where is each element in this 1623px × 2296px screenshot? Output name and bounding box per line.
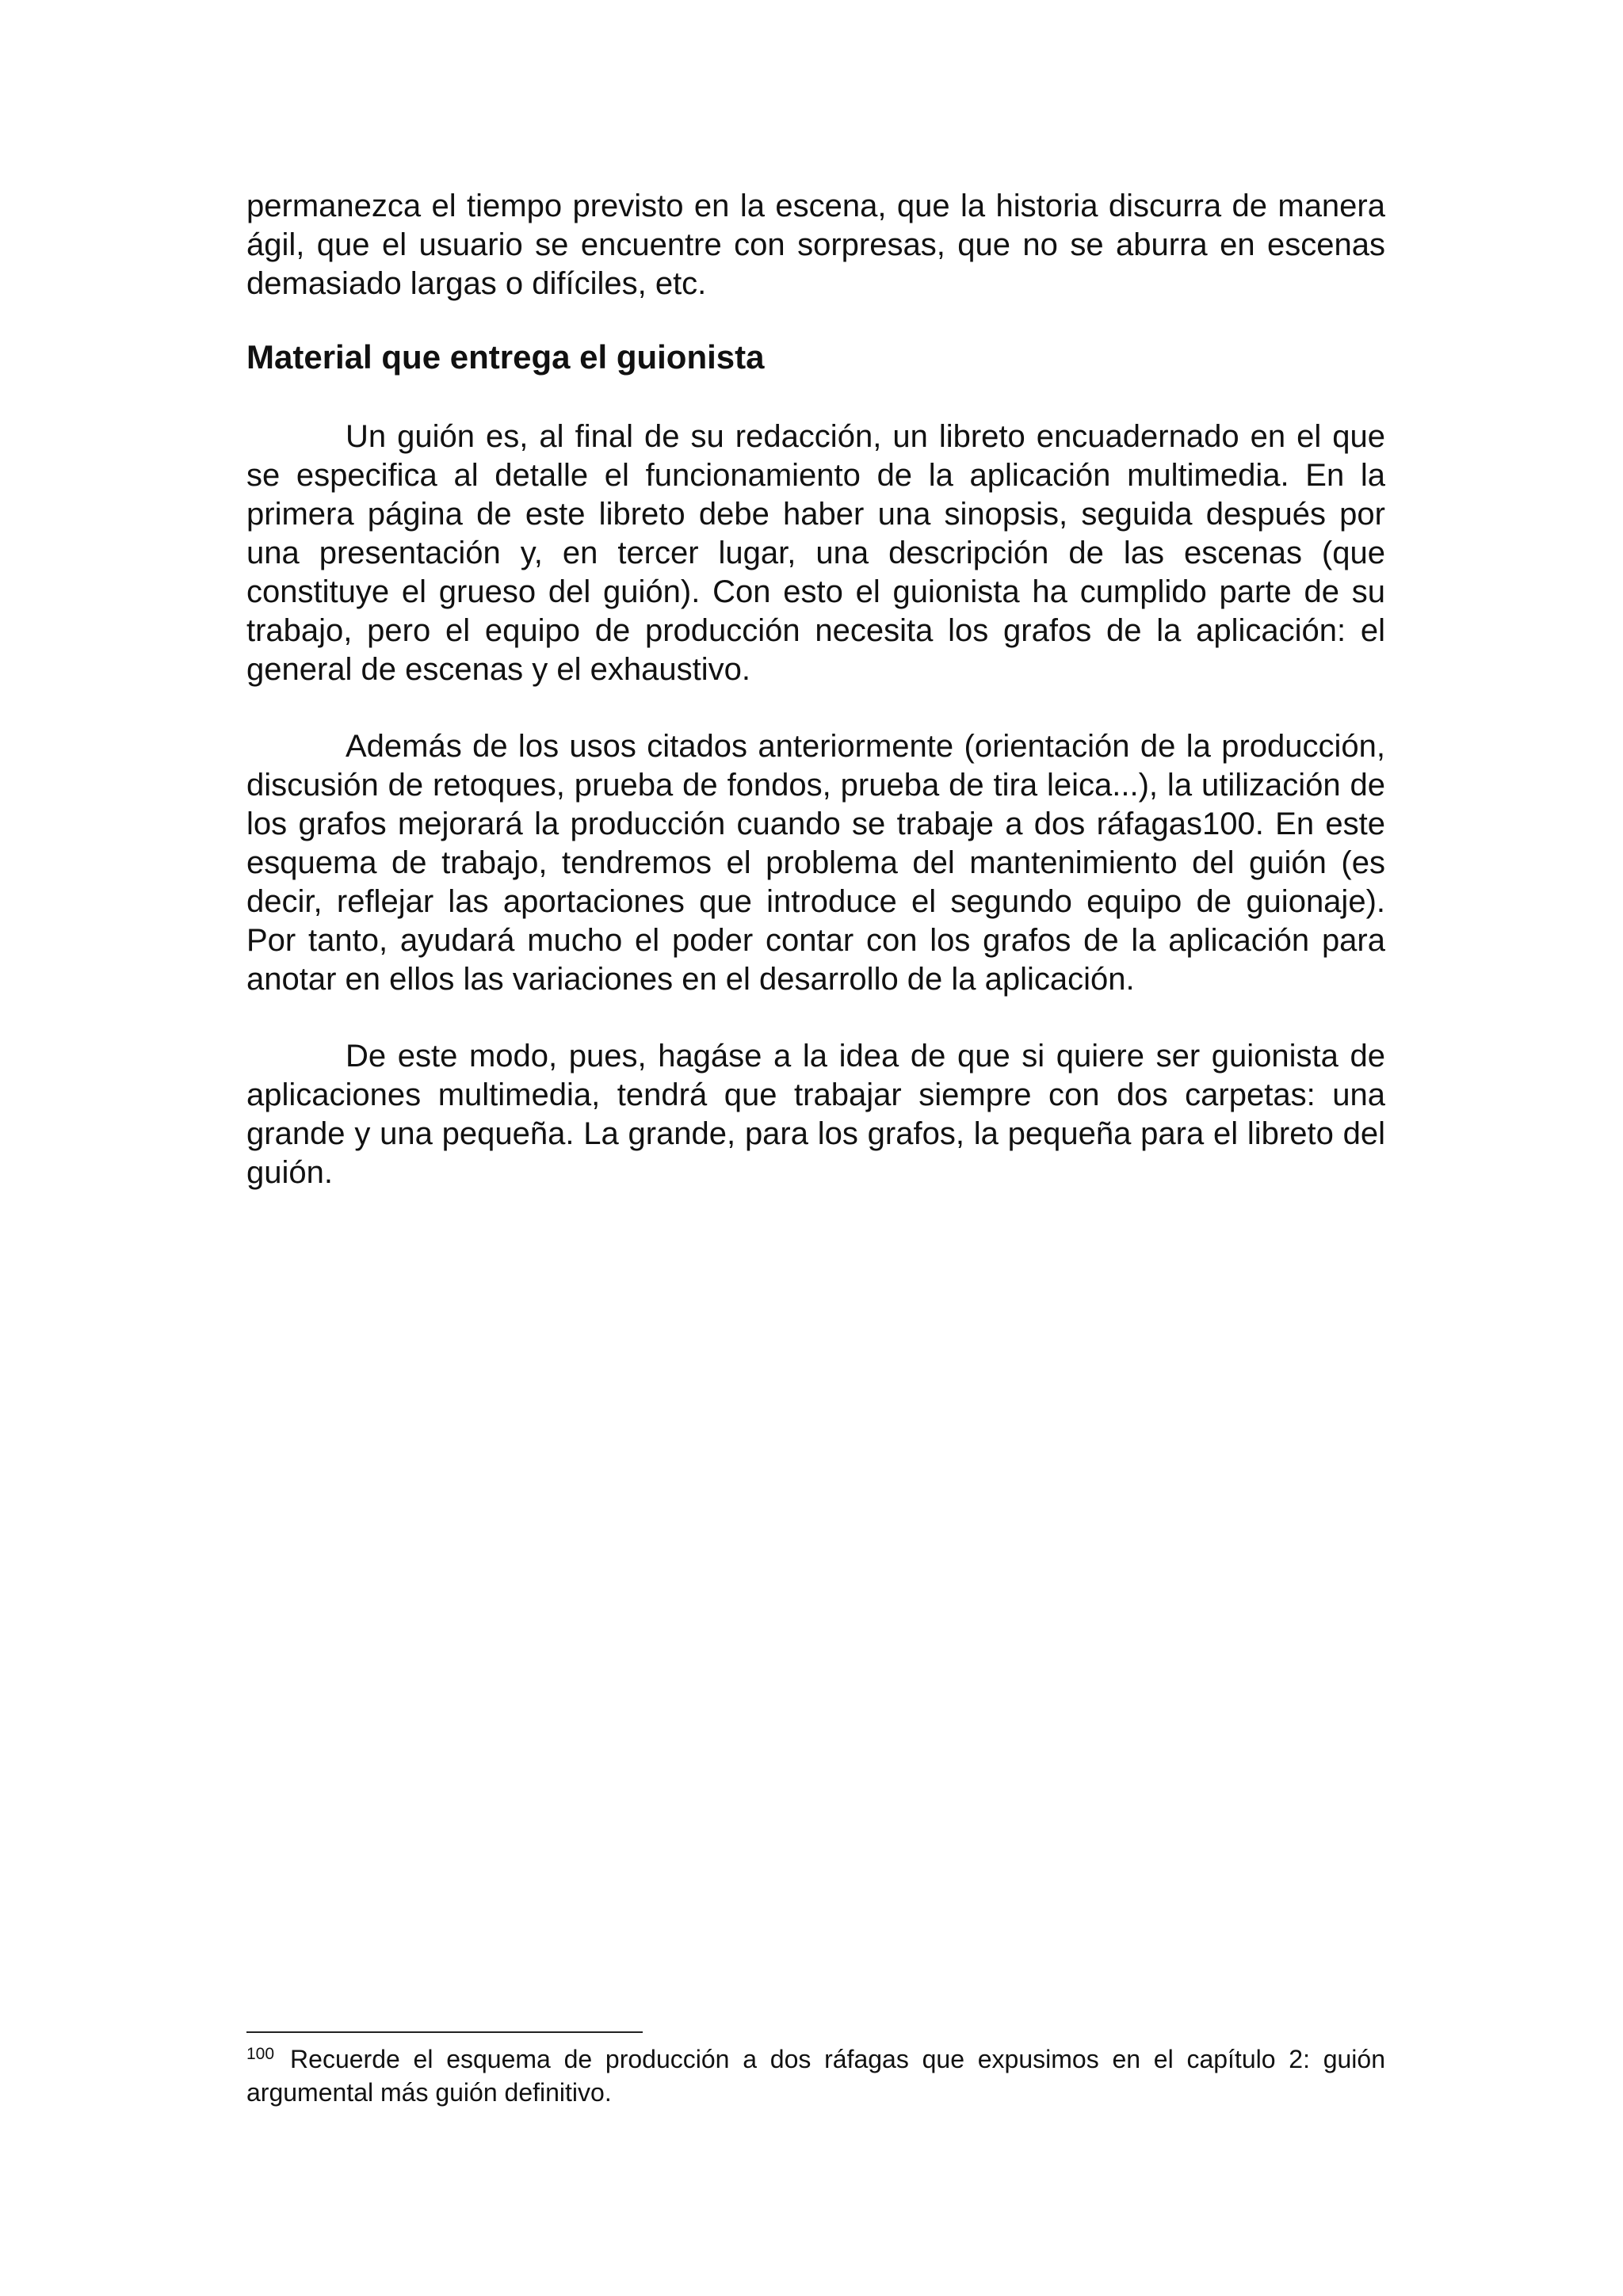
paragraph-two-folders: De este modo, pues, hagáse a la idea de que si quiere ser guionista de aplicaciones multimedia, tendrá que trabajar siempre con dos carpetas: una grande y una pequeña. La grande, para los grafos, la pequeña para el libreto del guión. bbox=[246, 1039, 1385, 1190]
document-body bbox=[246, 187, 1385, 1192]
paragraph-graph-uses: Además de los usos citados anteriormente (orientación de la producción, discusión de retoques, prueba de fondos, prueba de tira leica...), la utilización de los grafos mejorará la producción cuando se trabaje a dos ráfagas100. En este esquema de trabajo, tendremos el problema del mantenimiento del guión (es decir, reflejar las aportaciones que introduce el segundo equipo de guionaje). Por tanto, ayudará mucho el poder contar con los grafos de la aplicación para anotar en ellos las variaciones en el desarrollo de la aplicación. bbox=[246, 729, 1385, 997]
footnote-number: 100 bbox=[246, 2045, 275, 2063]
paragraph-continued: permanezca el tiempo previsto en la escena, que la historia discurra de manera ágil, que el usuario se encuentre con sorpresas, que no se aburra en escenas demasiado largas o difíciles, etc. bbox=[246, 189, 1385, 301]
footnote-text: Recuerde el esquema de producción a dos ráfagas que expusimos en el capítulo 2: guión argumental más guión definitivo. bbox=[246, 2045, 1385, 2107]
footnote bbox=[246, 2042, 1385, 2109]
footnote-separator bbox=[246, 2031, 643, 2033]
section-heading: Material que entrega el guionista bbox=[246, 338, 765, 376]
paragraph-script-deliverables: Un guión es, al final de su redacción, un libreto encuadernado en el que se especifica al detalle el funcionamiento de la aplicación multimedia. En la primera página de este libreto debe haber una sinopsis, seguida después por una presentación y, en tercer lugar, una descripción de las escenas (que constituye el grueso del guión). Con esto el guionista ha cumplido parte de su trabajo, pero el equipo de producción necesita los grafos de la aplicación: el general de escenas y el exhaustivo. bbox=[246, 419, 1385, 687]
